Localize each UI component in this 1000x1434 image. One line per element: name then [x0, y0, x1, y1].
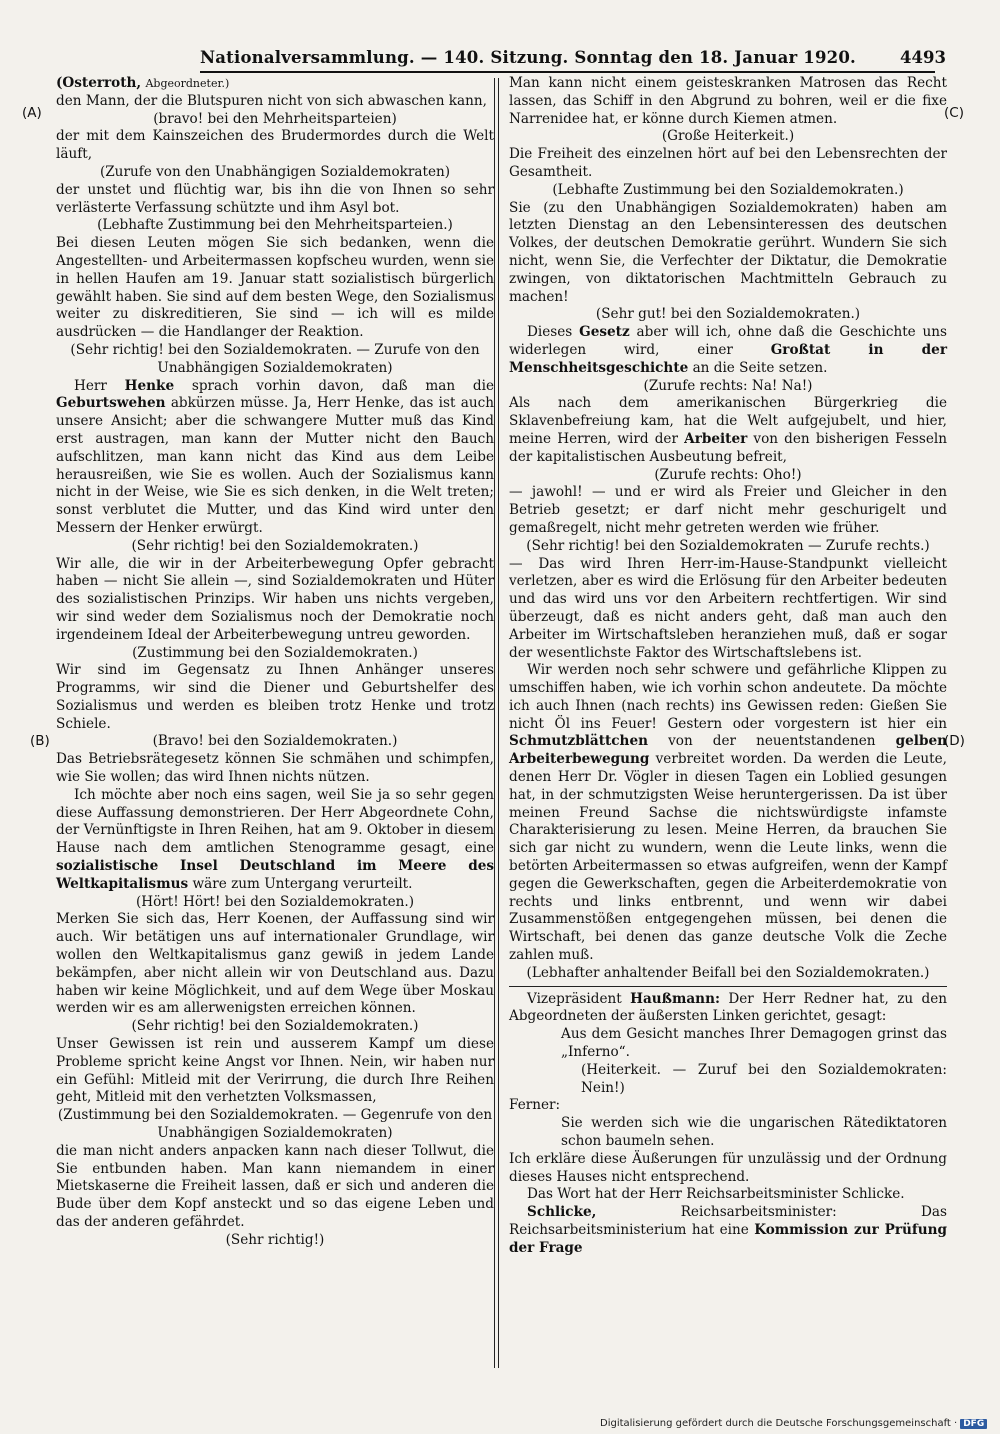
paragraph: Merken Sie sich das, Herr Koenen, der Auffassung sind wir auch. Wir betätigen uns auf internationaler Grundlage, wir wollen den Weltkapitalismus ganz gewiß in jedem Lande bekämpfen, aber nicht allein wir von Deutschland aus. Dazu haben wir keine Möglichkeit, und auf dem Wege über Moskau werden wir es am allerwenigsten erreichen können. [56, 911, 494, 1017]
text-run: Als nach dem amerikanischen Bürgerkrieg die Sklavenbefreiung kam, hat die Welt aufgejubelt, und hier, meine Herren, wird der [509, 395, 947, 447]
interjection: (Lebhafter anhaltender Beifall bei den Sozialdemokraten.) [526, 964, 930, 981]
bold-run: Haußmann: [630, 990, 720, 1007]
interjection: (Sehr richtig! bei den Sozialdemokraten. — Zurufe von den Unabhängigen Sozialdemokraten) [70, 341, 480, 376]
paragraph [509, 395, 947, 466]
interjection: (Sehr richtig! bei den Sozialdemokraten.) [131, 1018, 419, 1035]
interjection: (Große Heiterkeit.) [661, 128, 795, 145]
interjection: (Sehr richtig! bei den Sozialdemokraten — Zurufe rechts.) [526, 537, 930, 554]
text-run: von der neuentstandenen [647, 733, 896, 750]
bold-run: sozialistische Insel Deutschland im Meere des Weltkapitalismus [56, 858, 494, 892]
text-run: wäre zum Untergang verurteilt. [188, 875, 413, 892]
interjection: (Lebhafte Zustimmung bei den Mehrheitsparteien.) [97, 217, 453, 234]
interjection: (Heiterkeit. — Zuruf bei den Sozialdemokraten: Nein!) [581, 1061, 947, 1096]
paragraph: der unstet und flüchtig war, bis ihn die von Ihnen so sehr verlästerte Verfassung schützte und ihm Asyl bot. [56, 181, 494, 216]
page-number: 4493 [900, 48, 946, 67]
header-rule [200, 71, 935, 73]
paragraph: Sie (zu den Unabhängigen Sozialdemokraten) haben am letzten Dienstag an den Lebensinteressen des deutschen Volkes, der deutschen Demokratie gerührt. Wundern Sie sich nicht, wenn Sie, die Verfechter der Diktatur, die Demokratie zwingen, von diktatorischen Machtmitteln Gebrauch zu machen! [509, 199, 947, 305]
paragraph [509, 324, 947, 377]
text-run: abkürzen müsse. Ja, Herr Henke, das ist auch unsere Ansicht; aber die schwangere Mutter muß das Kind erst austragen, man kann der Mutter nicht den Bauch aufschlitzen, man kann nicht das Kind aus dem Leibe herausreißen, wie Sie es wollen. Auch der Sozialismus kann nicht in der Weise, wie Sie es sich denken, in die Welt treten; sonst verblutet die Mutter, und das Kind wird unter den Messern der Henker erwürgt. [56, 395, 494, 536]
margin-mark-a: (A) [22, 105, 42, 121]
bold-run: Schmutzblättchen [509, 733, 648, 750]
left-column [56, 75, 494, 1250]
interjection: (Zurufe rechts: Na! Na!) [643, 377, 813, 394]
interjection: (Lebhafte Zustimmung bei den Sozialdemokraten.) [552, 181, 904, 198]
interjection: (Bravo! bei den Sozialdemokraten.) [152, 733, 398, 750]
margin-mark-b: (B) [30, 733, 50, 749]
text-run: Vizepräsident [527, 990, 631, 1007]
bold-run: Geburtswehen [56, 395, 166, 412]
paragraph: — jawohl! — und er wird als Freier und Gleicher in den Betrieb gesetzt; er darf nicht mehr geschurigelt und gemaßregelt, nicht mehr getreten werden wie früher. [509, 484, 947, 536]
text-run: verbreitet worden. Da werden die Leute, denen Herr Dr. Vögler in diesen Tagen ein Loblied gesungen hat, in der schmutzigsten Weise heruntergerissen. Da ist über meinen Freund Sachse die nichtswürdigste infamste Charakterisierung zu lesen. Meine Herren, da brauchen Sie sich gar nicht zu wundern, wenn die Leute links, wenn die betörten Arbeitermassen so etwas aufgreifen, wenn der Kampf gegen die Gewerkschaften, gegen die Arbeiterdemokratie von rechts und links entbrennt, und wenn wir dabei Zusammenstößen entgegengehen müssen, bei denen die Wirtschaft, bei denen das ganze deutsche Volk die Zeche zahlen muß. [509, 751, 947, 964]
bold-run: Arbeiter [684, 430, 748, 447]
speaker-role: Abgeordneter.) [145, 77, 230, 90]
bold-run: Großtat in der Menschheitsgeschichte [509, 341, 947, 376]
bold-run: Gesetz [579, 324, 630, 341]
interjection: (Sehr richtig! bei den Sozialdemokraten.) [131, 537, 419, 554]
interjection: (bravo! bei den Mehrheitsparteien) [153, 110, 397, 127]
paragraph [509, 991, 947, 1027]
text-run: von den bisherigen Fesseln der kapitalistischen Ausbeutung befreit, [509, 430, 947, 465]
interjection: (Zustimmung bei den Sozialdemokraten.) [132, 644, 418, 661]
text-run: aber will ich, ohne daß die Geschichte uns widerlegen wird, einer [509, 324, 948, 358]
paragraph: die man nicht anders anpacken kann nach dieser Tollwut, die Sie entbunden haben. Man kann niemandem in einer Mietskaserne die Freiheit lassen, daß er sich und anderen die Bude über dem Kopf ansteckt und so das eigene Leben und das der anderen gefährdet. [56, 1142, 494, 1230]
margin-mark-d: (D) [944, 733, 965, 749]
paragraph [56, 378, 494, 538]
paragraph: Wir sind im Gegensatz zu Ihnen Anhänger unseres Programms, wir sind die Diener und Geburtshelfer des Sozialismus und werden es bleiben trotz Henke und trotz Schiele. [56, 662, 494, 732]
text-run: sprach vorhin davon, daß man die [174, 377, 494, 394]
text-run: Wir werden noch sehr schwere und gefährliche Klippen zu umschiffen haben, wie ich vorhin schon andeutete. Da möchte ich auch Ihnen (nach rechts) ins Gewissen reden: Gießen Sie nicht Öl ins Feuer! Gestern oder vorgestern ist hier ein [509, 662, 947, 732]
paragraph: Das Betriebsrätegesetz können Sie schmähen und schimpfen, wie Sie wollen; das wird Ihnen nichts nützen. [56, 751, 494, 786]
text-run: Herr [74, 377, 125, 394]
text-run: Ich möchte aber noch eins sagen, weil Sie ja so sehr gegen diese Auffassung demonstrieren. Der Herr Abgeordnete Cohn, der Vernünftigste in Ihren Reihen, hat am 9. Oktober in diesem Hause nach dem amtlichen Stenogramme gesagt, eine [56, 786, 494, 857]
text-run: Dieses [527, 324, 580, 341]
bold-run: gelben Arbeiterbewegung [509, 733, 947, 768]
margin-mark-c: (C) [944, 105, 964, 121]
bold-run: Kommission zur Prüfung der Frage [509, 1222, 947, 1256]
dfg-logo-icon: DFG [960, 1419, 987, 1429]
paragraph: den Mann, der die Blutspuren nicht von sich abwaschen kann, [56, 92, 487, 109]
paragraph: Wir alle, die wir in der Arbeiterbewegung Opfer gebracht haben — nicht Sie allein —, sind Sozialdemokraten und Hüter des sozialistischen Prinzips. Wir haben uns nichts vergeben, wir sind weder dem Sozialismus noch der Demokratie noch irgendeinem Ideal der Arbeiterbewegung untreu geworden. [56, 555, 494, 643]
running-title: Nationalversammlung. — 140. Sitzung. Sonntag den 18. Januar 1920. [200, 48, 856, 67]
quotation: Aus dem Gesicht manches Ihrer Demagogen grinst das „Inferno“. [561, 1026, 947, 1061]
paragraph: Man kann nicht einem geisteskranken Matrosen das Recht lassen, das Schiff in den Abgrund zu bohren, weil er die fixe Narrenidee hat, er könne durch Kiemen atmen. [509, 75, 947, 127]
paragraph: Unser Gewissen ist rein und ausserem Kampf um diese Probleme spricht keine Angst vor Ihnen. Nein, wir haben nur ein Gefühl: Mitleid mit der Verirrung, die durch Ihre Reihen geht, Mitleid mit den verhetzten Volksmassen, [56, 1036, 494, 1106]
interjection: (Hört! Hört! bei den Sozialdemokraten.) [135, 893, 415, 910]
interjection: (Zurufe von den Unabhängigen Sozialdemokraten) [99, 163, 451, 180]
text-run: Reichsarbeitsminister: Das Reichsarbeitsministerium hat eine [509, 1204, 947, 1238]
speaker-continuation [56, 75, 494, 93]
interjection: (Zurufe rechts: Oho!) [654, 466, 802, 483]
footer-text: Digitalisierung gefördert durch die Deutsche Forschungsgemeinschaft · [600, 1418, 958, 1429]
paragraph: Das Wort hat der Herr Reichsarbeitsminister Schlicke. [527, 1186, 905, 1203]
paragraph: — Das wird Ihren Herr-im-Hause-Standpunkt vielleicht verletzen, aber es wird die Erlösung für den Arbeiter bedeuten und das wird uns vor den Arbeitern rechtfertigen. Wir sind überzeugt, daß es nicht anders geht, daß man auch den Arbeiter im Wirtschaftsleben heranziehen muß, daß er sogar der wesentlichste Faktor des Wirtschaftslebens ist. [509, 555, 947, 661]
paragraph [509, 662, 947, 965]
column-divider-right [498, 78, 499, 1368]
speaker-divider [509, 986, 947, 987]
text-run: an die Seite setzen. [688, 359, 828, 376]
interjection: (Sehr richtig!) [225, 1231, 325, 1248]
bold-run: Henke [124, 377, 175, 394]
paragraph: Die Freiheit des einzelnen hört auf bei den Lebensrechten der Gesamtheit. [509, 146, 947, 180]
paragraph: Ich erkläre diese Äußerungen für unzulässig und der Ordnung dieses Hauses nicht entsprechend. [509, 1150, 947, 1185]
interjection: (Sehr gut! bei den Sozialdemokraten.) [595, 306, 861, 323]
paragraph: der mit dem Kainszeichen des Brudermordes durch die Welt läuft, [56, 128, 494, 163]
text-run: Der Herr Redner hat, zu den Abgeordneten der äußersten Linken gerichtet, gesagt: [509, 990, 948, 1025]
speaker-name: (Osterroth, [56, 75, 142, 91]
speaker-name: Schlicke, [527, 1204, 597, 1221]
quotation: Sie werden sich wie die ungarischen Rätediktatoren schon baumeln sehen. [561, 1115, 947, 1150]
paragraph: Bei diesen Leuten mögen Sie sich bedanken, wenn die Angestellten- und Arbeitermassen kopfscheu wurden, wenn sie in hellen Haufen am 19. Januar statt sozialistisch bürgerlich gewählt haben. Sie sind auf dem besten Wege, den Sozialismus weiter zu diskreditieren, Sie sind — ich will es milde ausdrücken — die Handlanger der Reaktion. [56, 235, 494, 341]
right-column [509, 75, 947, 1258]
footer-credit [600, 1418, 1000, 1432]
interjection: (Zustimmung bei den Sozialdemokraten. — Gegenrufe von den Unabhängigen Sozialdemokraten) [57, 1107, 493, 1142]
page-header [0, 46, 1000, 72]
column-divider-left [494, 78, 495, 1368]
paragraph [509, 1204, 947, 1257]
paragraph [56, 787, 494, 894]
paragraph: Ferner: [509, 1097, 561, 1114]
